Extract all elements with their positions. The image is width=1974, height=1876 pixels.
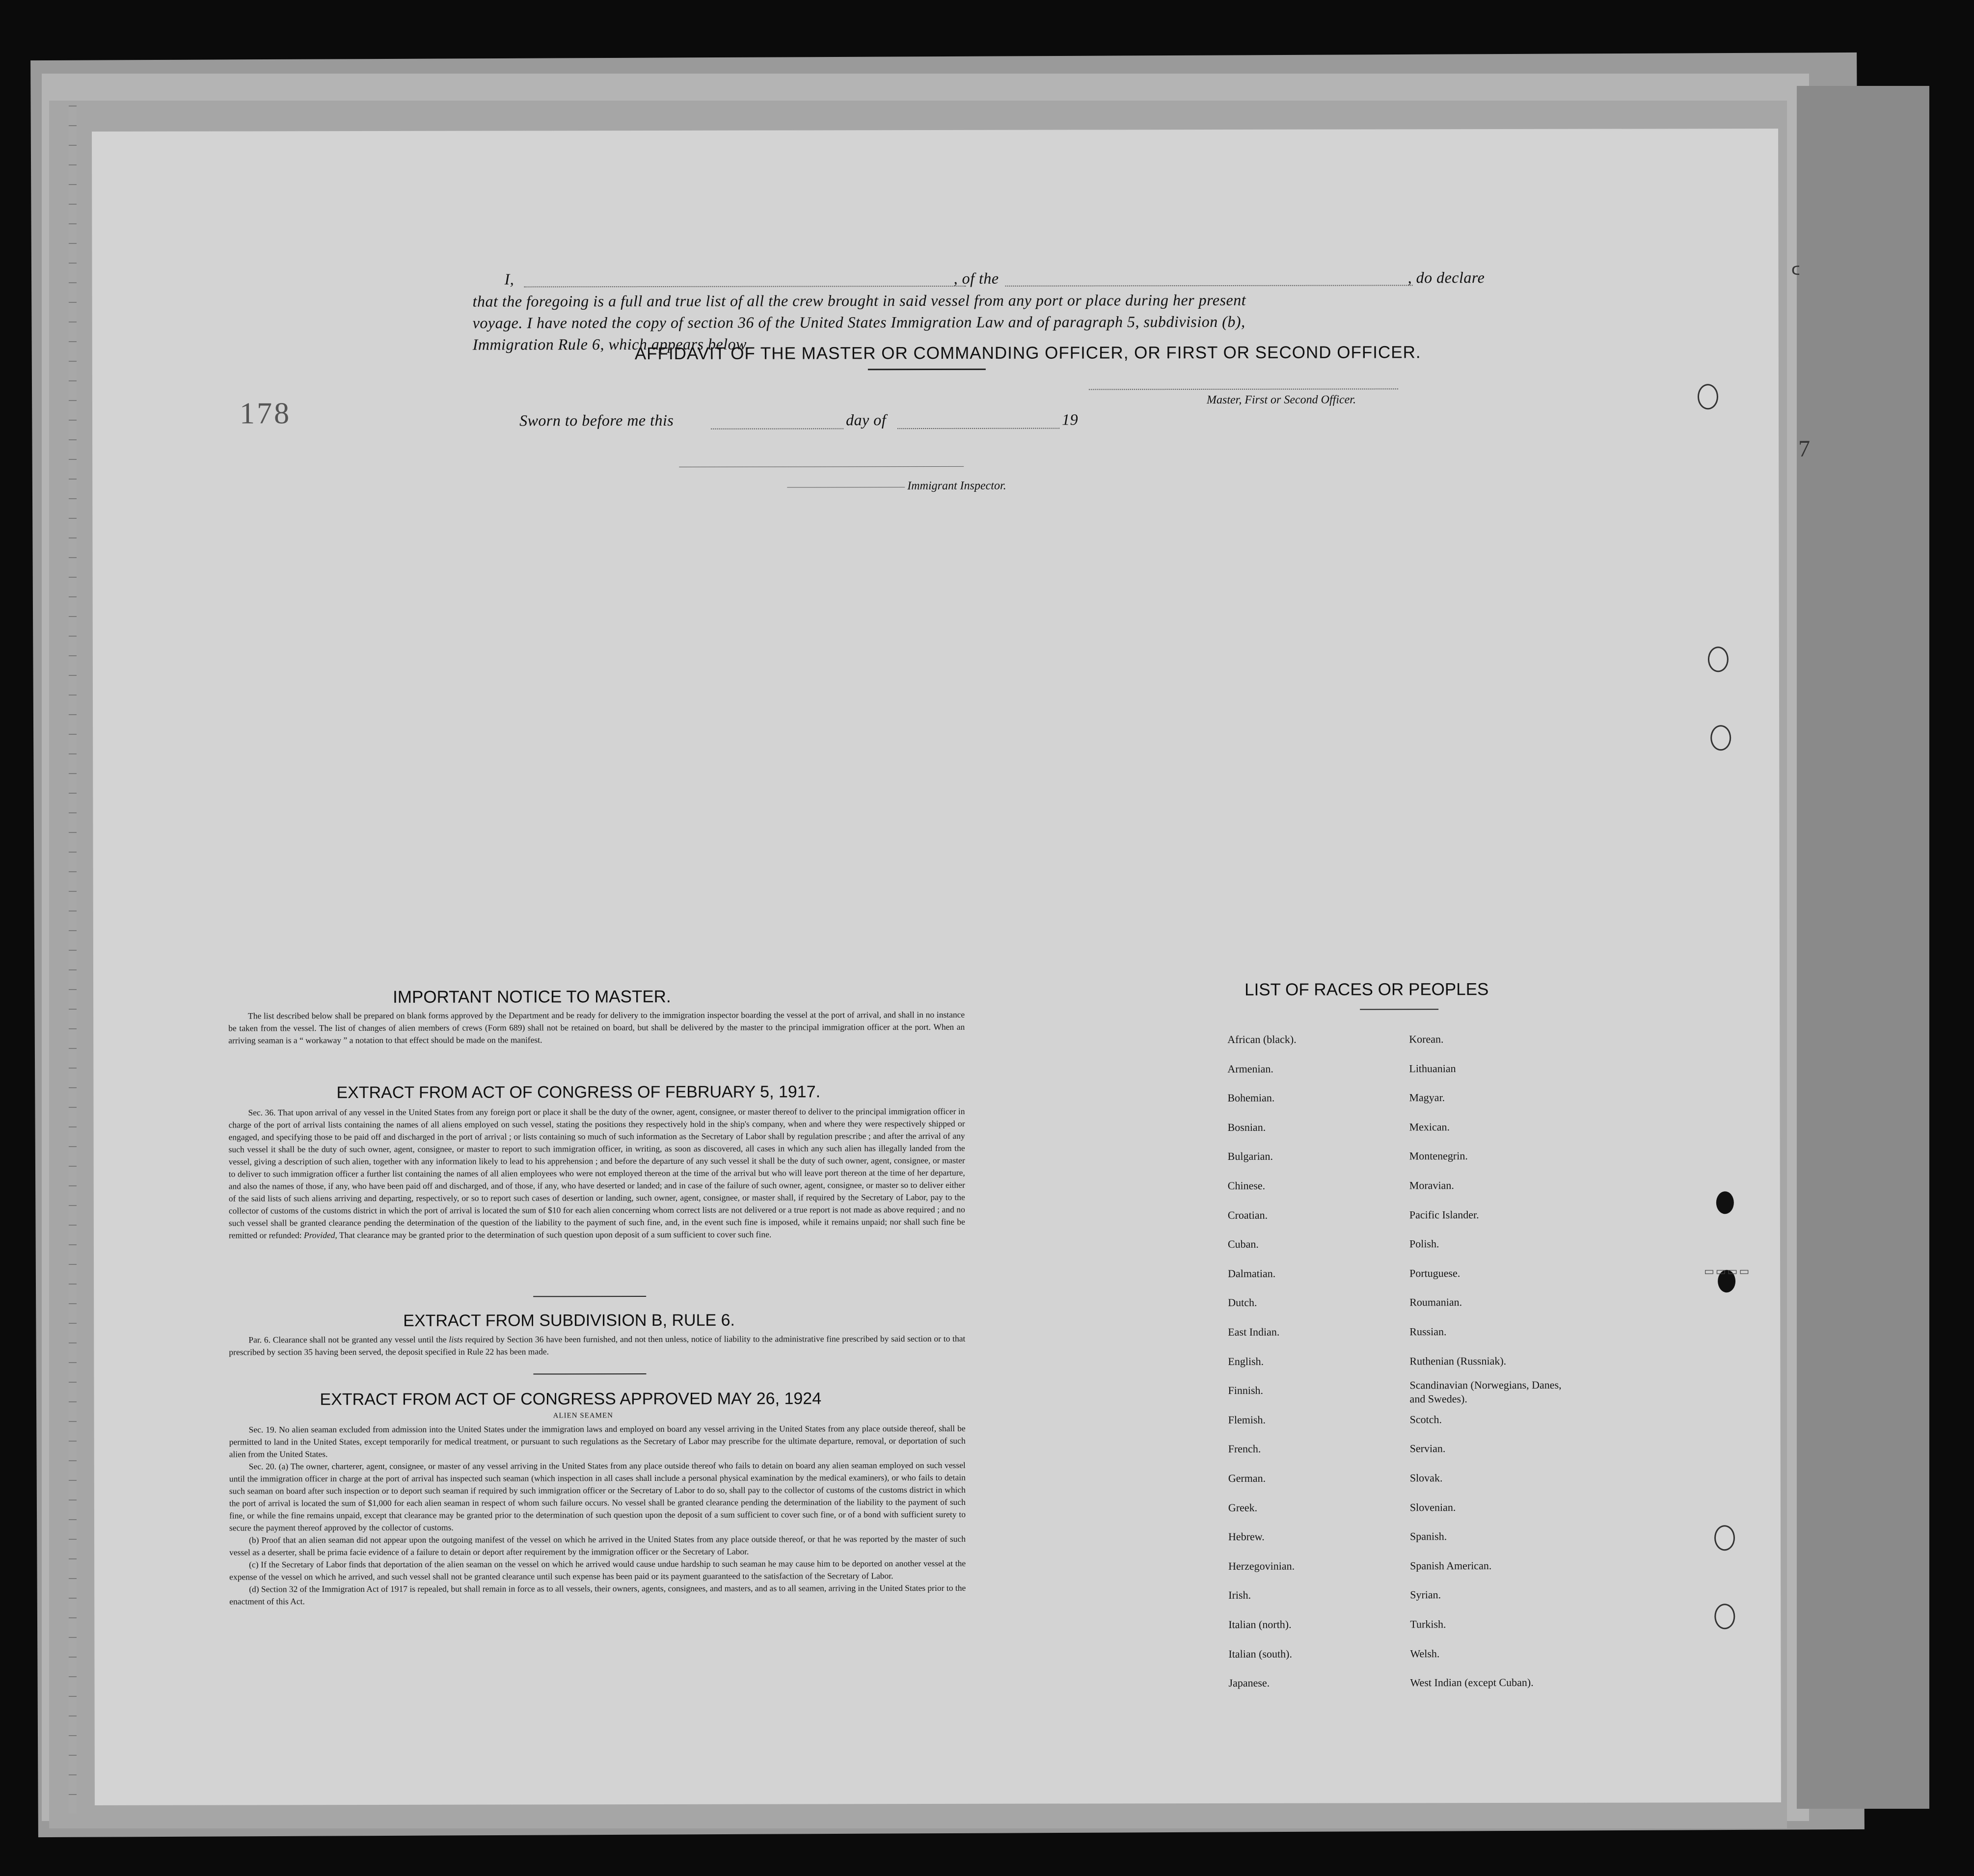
- affidavit-line4: Immigration Rule 6, which appears below.: [472, 335, 750, 353]
- sworn-text: Sworn to before me this: [519, 411, 674, 429]
- inspector-signature-field[interactable]: [679, 466, 964, 467]
- margin-number: 178: [239, 397, 292, 430]
- race-item: Syrian.: [1410, 1588, 1441, 1601]
- race-item: Greek.: [1228, 1501, 1258, 1514]
- punch-hole-icon: [1714, 1604, 1735, 1629]
- divider: [533, 1373, 646, 1374]
- sec20c-text: (c) If the Secretary of Labor finds that deportation of the alien seaman on the vessel on which he arrived would cause undue hardship to such seaman he may cause him to be deported on another vessel at the expense of the vessel on which he arrived, and such vessel shall not be granted clearance until such expense has been paid or its payment guaranteed to the satisfaction of the Secretary of Labor.: [229, 1558, 966, 1582]
- race-item: Finnish.: [1228, 1384, 1264, 1396]
- race-item: French.: [1228, 1442, 1261, 1455]
- sworn-day-field[interactable]: [711, 428, 843, 429]
- race-item: Scotch.: [1409, 1413, 1442, 1426]
- ledger-ruling: [69, 106, 77, 1814]
- rule6-text-b: required by Section 36 have been furnished, and not then unless, notice of liability to the administrative fine prescribed by said section or to that prescribed by section 35 having been served, the deposit specified in Rule 22 has been made.: [229, 1333, 966, 1357]
- race-item: Spanish.: [1410, 1530, 1447, 1543]
- punch-hole-icon: [1698, 384, 1718, 409]
- race-item: Portuguese.: [1409, 1267, 1460, 1280]
- section-label: Sec. 36.: [248, 1107, 276, 1118]
- race-item: Dutch.: [1228, 1296, 1257, 1309]
- signature-caption: Master, First or Second Officer.: [1206, 393, 1356, 407]
- paragraph-label: Par. 6.: [248, 1335, 270, 1345]
- race-item: Italian (north).: [1228, 1618, 1292, 1631]
- notice-paragraph: The list described below shall be prepared on blank forms approved by the Department and be ready for delivery to the immigration inspector boarding the vessel at the port of arrival, and shall in no instance be taken from the vessel. The list of changes of alien members of crews (Form 689) shall not be retained on board, but shall be delivered by the master to the principal immigration officer at the port. When an arriving seaman is a “ workaway ” a notation to that effect should be made on the manifest.: [228, 1009, 965, 1045]
- side-mark: 7: [1798, 435, 1811, 462]
- provided-word: Provided,: [304, 1230, 337, 1240]
- sworn-month-field[interactable]: [897, 428, 1059, 429]
- vessel-name-field[interactable]: [1005, 285, 1413, 286]
- extract-rule6-title: EXTRACT FROM SUBDIVISION B, RULE 6.: [403, 1311, 735, 1330]
- race-item: Magyar.: [1409, 1091, 1445, 1104]
- race-item: English.: [1228, 1355, 1264, 1367]
- race-item: Montenegrin.: [1409, 1150, 1468, 1162]
- race-item: Mexican.: [1409, 1121, 1450, 1133]
- punch-hole-icon: [1708, 646, 1729, 672]
- race-item: West Indian (except Cuban).: [1410, 1676, 1534, 1689]
- race-item: Japanese.: [1228, 1676, 1270, 1689]
- race-item: Scandinavian (Norwegians, Danes, and Swedes).: [1409, 1378, 1562, 1405]
- sec19-text: No alien seaman excluded from admission into the United States under the immigration laws and employed on board any vessel arriving in the United States from any place outside thereof, shall be permitted to land in the United States, except temporarily for medical treatment, or pursuant to such regulations as the Secretary of Labor may prescribe for the ultimate departure, removal, or deportation of such alien from the United States.: [229, 1423, 966, 1459]
- lists-word: lists: [449, 1334, 463, 1344]
- race-item: Welsh.: [1410, 1647, 1440, 1660]
- race-item: Slovenian.: [1409, 1501, 1456, 1514]
- divider: [1360, 1009, 1438, 1010]
- punch-hole-icon: [1716, 1191, 1734, 1214]
- race-item: Slovak.: [1409, 1472, 1443, 1484]
- sec20d-text: (d) Section 32 of the Immigration Act of 1917 is repealed, but shall remain in force as to all vessels, their owners, agents, consignees, and masters, and as to all seamen, arriving in the United States prior to the enactment of this Act.: [229, 1582, 966, 1607]
- sec20b-text: (b) Proof that an alien seaman did not appear upon the outgoing manifest of the vessel on which he arrived in the United States from any place outside thereof, or that he was reported by the master of such vessel as a deserter, shall be prima facie evidence of a failure to detain or deport after requirement by the immigration officer or the Secretary of Labor.: [229, 1533, 966, 1557]
- extract-1924-subtitle: ALIEN SEAMEN: [553, 1412, 614, 1420]
- officer-signature-field[interactable]: [1089, 388, 1398, 390]
- section-text-end: That clearance may be granted prior to the determination of such question upon deposit of a sum sufficient to cover such fine.: [339, 1229, 772, 1240]
- sec20a-text: (a) The owner, charterer, agent, consignee, or master of any vessel arriving in the United States from any place outside thereof who fails to detain on board any alien seaman employed on such vessel until the immigration officer in charge at the port of arrival has inspected such seaman (which inspection in all cases shall include a personal physical examination by the medical examiners), or who fails to detain such seaman on board after such inspection or to deport such seaman if required by such immigration officer or the Secretary of Labor to do so, shall pay to the collector of customs of the customs district in which the port of arrival is located the sum of $1,000 for each alien seaman in respect of whom such failure occurs. No vessel shall be granted clearance pending the determination of the liability to the payment of such fine, or while the fine remains unpaid, except that clearance may be granted prior to the determination of such question upon the deposit of a sum sufficient to cover such fine, or of a bond with sufficient surety to secure the payment thereof approved by the collector of customs.: [229, 1460, 966, 1533]
- notice-title: IMPORTANT NOTICE TO MASTER.: [393, 987, 671, 1007]
- race-item: Pacific Islander.: [1409, 1208, 1479, 1221]
- race-item: Turkish.: [1410, 1618, 1446, 1631]
- affidavit-line3: voyage. I have noted the copy of section 36 of the United States Immigration Law and of paragraph 5, subdivision (b),: [472, 312, 1245, 332]
- sworn-day-of: day of: [846, 411, 887, 429]
- race-item: Servian.: [1409, 1442, 1446, 1455]
- affidavit-line1-start: I,: [504, 270, 514, 288]
- punch-hole-icon: [1710, 725, 1731, 750]
- race-item: Chinese.: [1227, 1179, 1266, 1192]
- race-item: East Indian.: [1228, 1325, 1280, 1338]
- race-item: Polish.: [1409, 1237, 1439, 1250]
- race-item: Hebrew.: [1228, 1530, 1265, 1543]
- sec20-label: Sec. 20.: [248, 1461, 277, 1472]
- race-item: Korean.: [1409, 1033, 1444, 1045]
- race-item: Roumanian.: [1409, 1296, 1462, 1309]
- race-item: Italian (south).: [1228, 1647, 1292, 1660]
- stamp-mark: ▭▭▭▭: [1704, 1265, 1751, 1278]
- race-item: Herzegovinian.: [1228, 1559, 1295, 1572]
- extract-1924-title: EXTRACT FROM ACT OF CONGRESS APPROVED MAY 26, 1924: [320, 1389, 822, 1409]
- race-item: African (black).: [1227, 1033, 1297, 1045]
- race-item: Bulgarian.: [1227, 1150, 1273, 1162]
- extract-1917-text: [228, 1105, 965, 1242]
- race-item: Bohemian.: [1227, 1091, 1275, 1104]
- race-item: Moravian.: [1409, 1179, 1454, 1192]
- affidavit-declare: , do declare: [1407, 268, 1485, 287]
- race-item: Dalmatian.: [1228, 1267, 1276, 1280]
- race-item: Cuban.: [1227, 1237, 1259, 1250]
- race-item: Irish.: [1228, 1588, 1251, 1601]
- extract-rule6-text: [229, 1333, 965, 1359]
- race-item: Ruthenian (Russniak).: [1409, 1354, 1507, 1367]
- race-item: Croatian.: [1227, 1208, 1268, 1221]
- race-item: Flemish.: [1228, 1413, 1266, 1426]
- sworn-year: 19: [1062, 410, 1079, 429]
- pencil-mark: ᑦ: [1790, 262, 1801, 287]
- inspector-caption: Immigrant Inspector.: [907, 479, 1006, 493]
- race-item: Russian.: [1409, 1325, 1447, 1338]
- punch-hole-icon: [1714, 1525, 1735, 1551]
- extract-1917-title: EXTRACT FROM ACT OF CONGRESS OF FEBRUARY 5, 1917.: [336, 1082, 821, 1102]
- race-item: Bosnian.: [1227, 1121, 1266, 1133]
- race-item: German.: [1228, 1472, 1266, 1484]
- sec19-label: Sec. 19.: [248, 1424, 277, 1435]
- races-title: LIST OF RACES OR PEOPLES: [1244, 980, 1489, 999]
- race-item: Lithuanian: [1409, 1062, 1456, 1075]
- section-text: That upon arrival of any vessel in the United States from any foreign port or place it shall be the duty of the owner, agent, consignee, or master thereof to deliver to the principal immigration officer in charge of the port of arrival lists containing the names of all aliens employed on such vessel, stating the positions they respectively hold in the ship's company, when and where they were respectively shipped or engaged, and specifying those to be paid off and discharged in the port of arrival ; or lists containing so much of such information as the Secretary of Labor shall by regulation prescribe ; and after the arrival of any such vessel it shall be the duty of such owner, agent, consignee, or master to report to such immigration officer, in writing, as soon as discovered, all cases in which any such alien has illegally landed from the vessel, giving a description of such alien, together with any information likely to lead to his apprehension ; and before the departure of any such vessel it shall be the duty of such owner, agent, consignee, or master to deliver to such immigration officer a further list containing the names of all alien employees who were not employed thereon at the time of the arrival but who will leave port thereon at the time of her departure, and also the names of those, if any, who have been paid off and discharged, and of those, if any, who have deserted or landed; and in case of the failure of such owner, agent, consignee, or master so to deliver either of the said lists of such aliens arriving and departing, respectively, or so to report such cases of desertion or landing, such owner, agent, consignee, or master shall, if required by the Secretary of Labor, pay to the collector of customs of the customs district in which the port of arrival is located the sum of $10 for each alien concerning whom correct lists are not delivered or a true report is not made as above required ; and no such vessel shall be granted clearance pending the determination of the question of the liability to the payment of such fine, and, in the event such fine is imposed, while it remains unpaid; nor shall such fine be remitted or refunded:: [228, 1106, 965, 1240]
- rule6-text-a: Clearance shall not be granted any vessel until the: [272, 1334, 447, 1345]
- race-item: Armenian.: [1227, 1062, 1273, 1075]
- notice-text: [228, 1009, 965, 1047]
- affidavit-title: AFFIDAVIT OF THE MASTER OR COMMANDING OFFICER, OR FIRST OR SECOND OFFICER.: [634, 343, 1421, 364]
- officer-name-field[interactable]: [524, 286, 966, 288]
- form-sheet: [92, 129, 1811, 1805]
- affidavit-of-the: , of the: [953, 269, 999, 287]
- underlying-page-edge: [1797, 86, 1929, 1809]
- divider: [868, 369, 986, 370]
- race-item: Spanish American.: [1410, 1559, 1492, 1572]
- extract-1924-text: [229, 1422, 966, 1608]
- divider: [533, 1296, 646, 1297]
- affidavit-line2: that the foregoing is a full and true list of all the crew brought in said vessel from any port or place during her present: [472, 291, 1246, 310]
